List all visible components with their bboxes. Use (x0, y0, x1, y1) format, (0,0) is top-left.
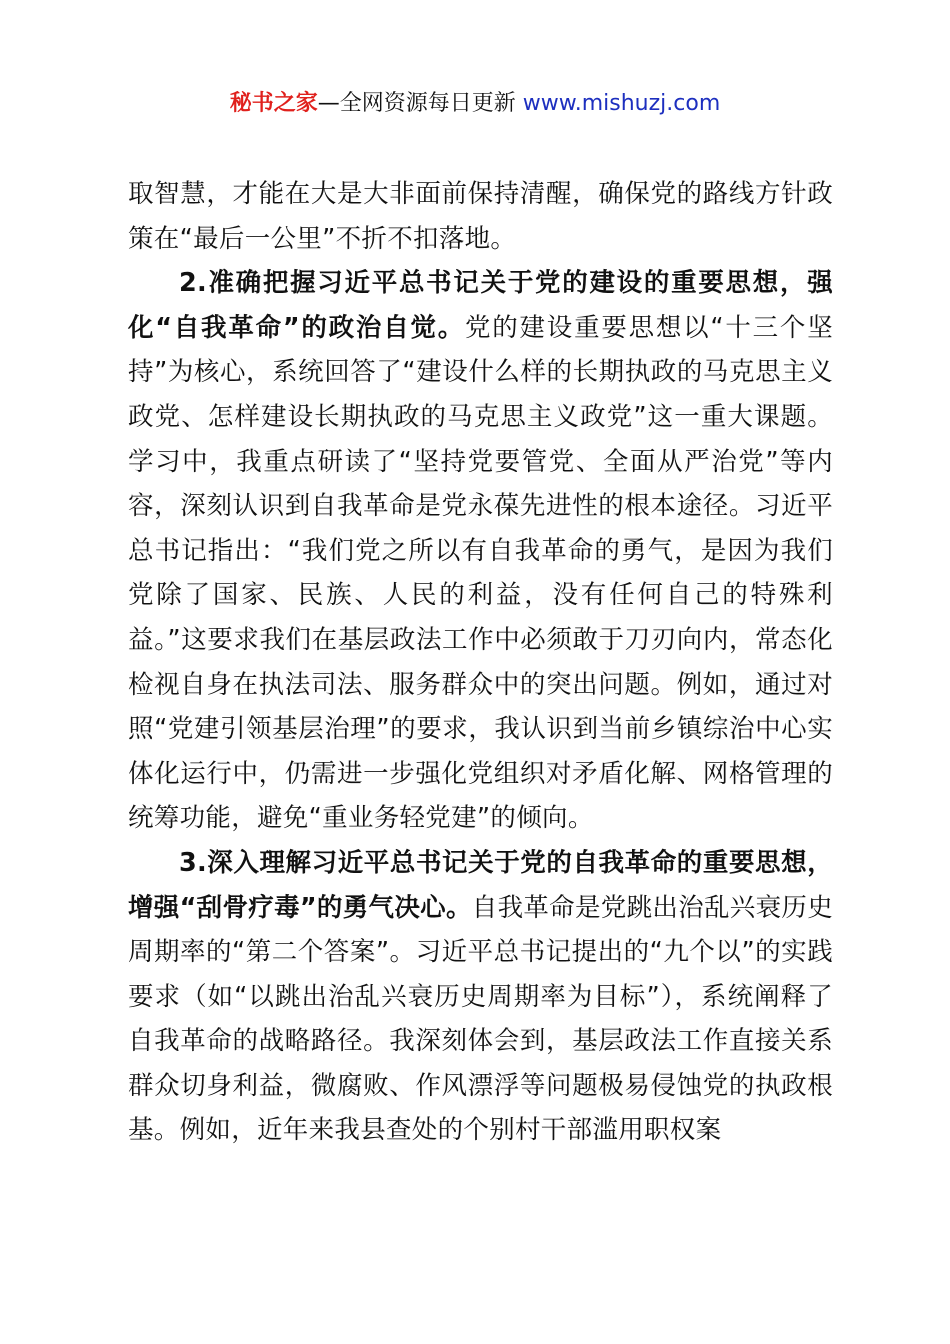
page-header (0, 86, 950, 122)
document-body (128, 172, 833, 1153)
section-3-heading: 3.深入理解习近平总书记关于党的自我革命的重要思想，增强“刮骨疗毒”的勇气决心。 (128, 847, 833, 923)
section-2-heading: 2.准确把握习近平总书记关于党的建设的重要思想，强化“自我革命”的政治自觉。 (128, 268, 833, 343)
header-brand: 秘书之家 (229, 91, 318, 116)
paragraph-section-3 (128, 841, 833, 1153)
header-slogan: —全网资源每日更新 (317, 91, 523, 116)
section-3-body: 自我革命是党跳出治乱兴衰历史周期率的“第二个答案”。习近平总书记提出的“九个以”的实践要求（如“以跳出治乱兴衰历史周期率为目标”），系统阐释了自我革命的战略路径。我深刻体会到，基层政法工作直接关系群众切身利益，微腐败、作风漂浮等问题极易侵蚀党的执政根基。例如，近年来我县查处的个别村干部滥用职权案 (128, 892, 833, 1146)
header-url-link[interactable]: www.mishuzj.com (522, 91, 721, 116)
paragraph-section-2 (128, 261, 833, 841)
paragraph-continuation: 取智慧，才能在大是大非面前保持清醒，确保党的路线方针政策在“最后一公里”不折不扣落地。 (128, 179, 833, 254)
section-2-body: 党的建设重要思想以“十三个坚持”为核心，系统回答了“建设什么样的长期执政的马克思主义政党、怎样建设长期执政的马克思主义政党”这一重大课题。学习中，我重点研读了“坚持党要管党、全面从严治党”等内容，深刻认识到自我革命是党永葆先进性的根本途径。习近平总书记指出：“我们党之所以有自我革命的勇气，是因为我们党除了国家、民族、人民的利益，没有任何自己的特殊利益。”这要求我们在基层政法工作中必须敢于刀刃向内，常态化检视自身在执法司法、服务群众中的突出问题。例如，通过对照“党建引领基层治理”的要求，我认识到当前乡镇综治中心实体化运行中，仍需进一步强化党组织对矛盾化解、网格管理的统筹功能，避免“重业务轻党建”的倾向。 (128, 312, 833, 834)
